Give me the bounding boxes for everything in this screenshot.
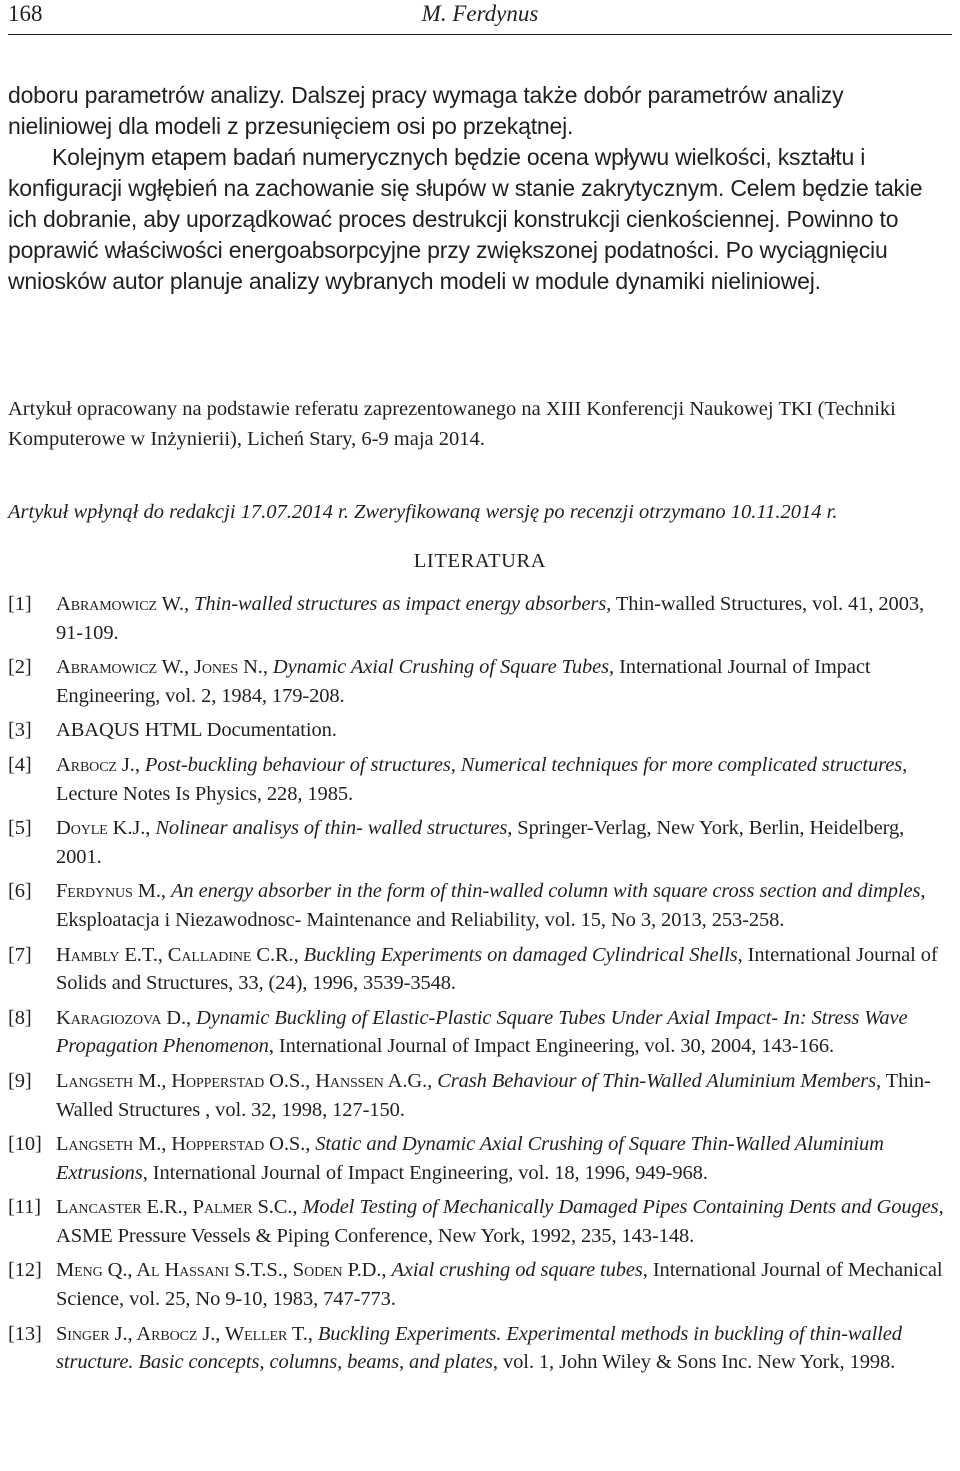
reference-separator: , — [145, 817, 156, 840]
reference-title: Axial crushing od square tubes — [391, 1259, 643, 1282]
reference-number: [7] — [8, 943, 32, 966]
reference-details: , vol. 1, John Wiley & Sons Inc. New York, 1998. — [492, 1351, 896, 1374]
reference-authors: Singer J., Arbocz J., Weller T. — [56, 1322, 308, 1345]
reference-title: An energy absorber in the form of thin-walled column with square cross section and dimples — [170, 880, 921, 903]
reference-separator: , — [292, 1196, 303, 1219]
reference-details: , International Journal of Impact Engineering, vol. 30, 2004, 143-166. — [268, 1035, 835, 1058]
reference-title: Dynamic Buckling of Elastic-Plastic Square Tubes Under Axial Impact- In: Stress Wave Propagation Phenomenon — [56, 1006, 908, 1058]
reference-details: , Thin-walled Structures, vol. 41, 2003, 91-109. — [56, 593, 925, 644]
reference-number: [13] — [8, 1322, 42, 1345]
reference-number: [10] — [8, 1133, 42, 1156]
reference-authors: Karagiozova D. — [56, 1006, 186, 1029]
reference-title: Buckling Experiments on damaged Cylindrical Shells — [303, 943, 738, 966]
reference-separator: , — [381, 1259, 392, 1282]
reference-details: , International Journal of Impact Engineering, vol. 2, 1984, 179-208. — [56, 656, 871, 707]
reference-details: , Springer-Verlag, New York, Berlin, Heidelberg, 2001. — [56, 817, 905, 868]
reference-number: [2] — [8, 656, 32, 679]
reference-item — [8, 716, 952, 745]
reference-item — [8, 877, 952, 934]
reference-authors: Meng Q., Al Hassani S.T.S., Soden P.D. — [56, 1259, 382, 1282]
reference-authors: Hambly E.T., Calladine C.R. — [56, 943, 294, 966]
reference-separator: , — [183, 593, 195, 615]
reference-authors: Lancaster E.R., Palmer S.C. — [56, 1196, 293, 1219]
reference-number: [11] — [8, 1196, 41, 1219]
reference-details: , International Journal of Impact Engineering, vol. 18, 1996, 949-968. — [142, 1161, 708, 1184]
reference-item — [8, 1130, 952, 1187]
reference-details: , International Journal of Solids and Structures, 33, (24), 1996, 3539-3548. — [56, 943, 938, 995]
reference-title: Nolinear analisys of thin- walled structures — [155, 817, 508, 840]
reference-separator: , — [160, 880, 171, 903]
reference-authors: Abramowicz W. — [56, 593, 184, 615]
literature-heading: LITERATURA — [413, 550, 547, 572]
reference-details: , Lecture Notes Is Physics, 228, 1985. — [56, 753, 908, 805]
reference-number: [5] — [8, 817, 32, 840]
reference-number: [12] — [8, 1259, 42, 1282]
body-paragraph-1: doboru parametrów analizy. Dalszej pracy wymaga także dobór parametrów analizy nieliniowej dla modeli z przesunięciem osi po przekątnej. — [8, 82, 844, 139]
acknowledgement — [8, 394, 952, 454]
reference-number: [4] — [8, 753, 32, 776]
reference-title: Crash Behaviour of Thin-Walled Aluminium Members — [437, 1069, 876, 1092]
reference-authors: Langseth M., Hopperstad O.S., Hanssen A.G. — [56, 1069, 428, 1092]
reference-separator: , — [134, 753, 145, 776]
reference-details: ABAQUS HTML Documentation. — [56, 719, 337, 742]
reference-number: [6] — [8, 880, 32, 903]
reference-number: [9] — [8, 1069, 32, 1092]
reference-number: [3] — [8, 719, 32, 742]
reference-item — [8, 1193, 952, 1250]
reference-title: Model Testing of Mechanically Damaged Pipes Containing Dents and Gouges — [302, 1196, 939, 1219]
reference-details: , ASME Pressure Vessels & Piping Conference, New York, 1992, 235, 143-148. — [56, 1196, 944, 1247]
reference-separator: , — [427, 1069, 438, 1092]
reference-item — [8, 1256, 952, 1313]
reference-authors: Ferdynus M. — [56, 880, 161, 903]
reference-title: Thin-walled structures as impact energy absorbers — [194, 593, 607, 615]
reference-item — [8, 653, 952, 710]
reference-separator: , — [185, 1006, 197, 1029]
reference-number: [1] — [8, 593, 32, 615]
reference-separator: , — [293, 943, 304, 966]
reference-number: [8] — [8, 1006, 32, 1029]
reference-item — [8, 751, 952, 808]
reference-authors: Abramowicz W., Jones N. — [56, 656, 263, 679]
reference-item — [8, 941, 952, 998]
reference-details: , International Journal of Mechanical Science, vol. 25, No 9-10, 1983, 747-773. — [56, 1259, 943, 1311]
reference-separator: , — [262, 656, 273, 679]
reference-item — [8, 814, 952, 871]
acknowledgement-text: Artykuł opracowany na podstawie referatu zaprezentowanego na XIII Konferencji Naukowej TKI (Techniki Komputerowe w Inżynierii), Licheń Stary, 6-9 maja 2014. — [8, 398, 896, 450]
reference-authors: Doyle K.J. — [56, 817, 146, 840]
running-author: M. Ferdynus — [421, 1, 539, 26]
reference-title: Dynamic Axial Crushing of Square Tubes — [272, 656, 610, 679]
reference-item — [8, 1004, 952, 1061]
reference-separator: , — [307, 1322, 318, 1345]
body-paragraph-2: Kolejnym etapem badań numerycznych będzie ocena wpływu wielkości, kształtu i konfiguracji wgłębień na zachowanie się słupów w stanie zakrytycznym. Celem będzie takie ich dobranie, aby uporządkować proces destrukcji konstrukcji cienkościennej. Powinno to poprawić właściwości energoabsorpcyjne przy zwiększonej podatności. Po wyciągnięciu wniosków autor planuje analizy wybranych modeli w module dynamiki nieliniowej. — [8, 144, 923, 294]
reference-authors: Langseth M., Hopperstad O.S. — [56, 1133, 306, 1156]
reference-item — [8, 1320, 952, 1377]
reference-separator: , — [305, 1133, 316, 1156]
body-text — [8, 80, 952, 297]
reference-title: Post-buckling behaviour of structures, Numerical techniques for more complicated structures — [144, 753, 903, 776]
reference-item — [8, 590, 952, 647]
received-note: Artykuł wpłynął do redakcji 17.07.2014 r. Zweryfikowaną wersję po recenzji otrzymano 10.11.2014 r. — [8, 501, 838, 523]
reference-authors: Arbocz J. — [56, 753, 135, 776]
reference-title: Static and Dynamic Axial Crushing of Square Thin-Walled Aluminium Extrusions — [56, 1133, 884, 1184]
reference-details: , Eksploatacja i Niezawodnosc- Maintenance and Reliability, vol. 15, No 3, 2013, 253-258. — [56, 880, 926, 931]
reference-details: , Thin-Walled Structures , vol. 32, 1998, 127-150. — [56, 1069, 931, 1121]
reference-list — [8, 590, 952, 1383]
reference-item — [8, 1067, 952, 1124]
reference-title: Buckling Experiments. Experimental methods in buckling of thin-walled structure. Basic concepts, columns, beams, and plates — [56, 1322, 902, 1374]
running-header — [8, 0, 952, 35]
page-number: 168 — [8, 1, 43, 26]
